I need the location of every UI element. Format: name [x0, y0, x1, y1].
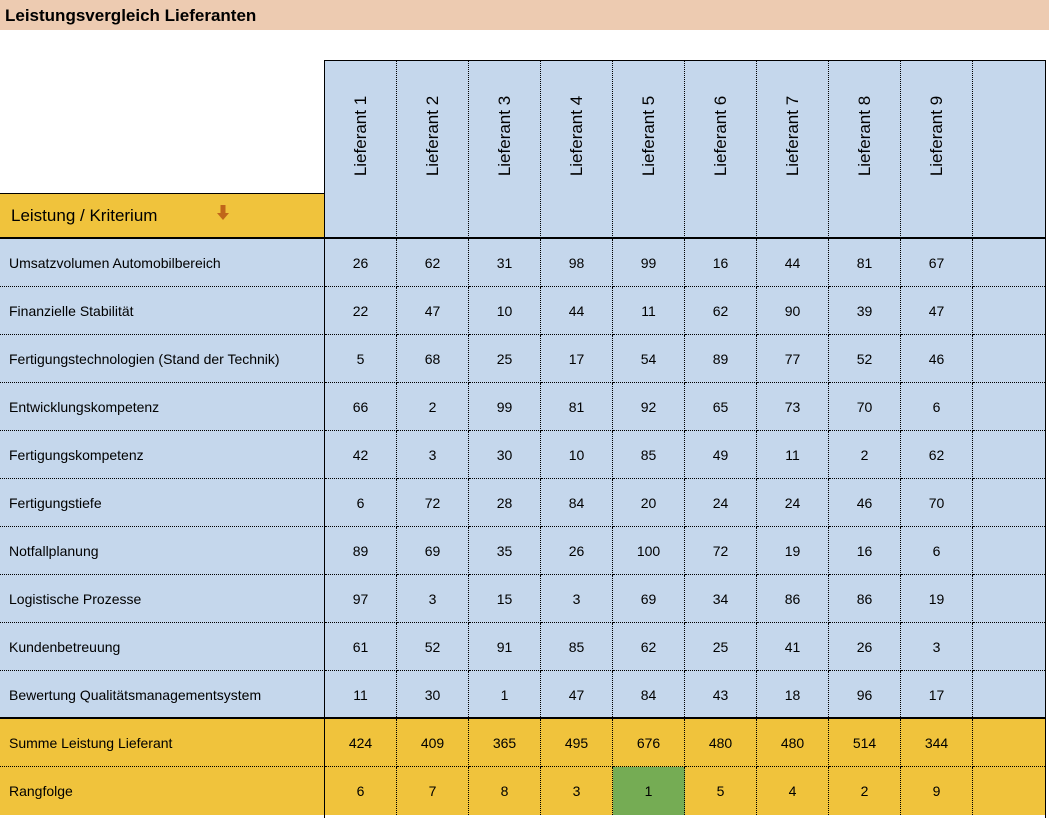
table-cell[interactable]: 47	[541, 671, 613, 719]
row-label: Summe Leistung Lieferant	[0, 719, 325, 767]
table-cell[interactable]: 99	[613, 239, 685, 287]
table-cell[interactable]: 2	[829, 767, 901, 815]
table-cell[interactable]: 42	[325, 431, 397, 479]
table-cell[interactable]	[973, 767, 1045, 815]
table-cell[interactable]: 39	[829, 287, 901, 335]
supplier-header-label: Lieferant 6	[710, 95, 730, 177]
table-cell[interactable]: 6	[901, 527, 973, 575]
table-cell[interactable]: 5	[685, 767, 757, 815]
table-cell[interactable]: 90	[757, 287, 829, 335]
supplier-header-2	[397, 60, 469, 238]
title-bar	[0, 0, 1049, 30]
table-cell[interactable]: 28	[469, 479, 541, 527]
table-cell[interactable]: 69	[613, 575, 685, 623]
supplier-header-label: Lieferant 4	[566, 95, 586, 177]
table-cell[interactable]: 6	[325, 479, 397, 527]
table-cell[interactable]: 70	[901, 479, 973, 527]
supplier-header-1	[325, 60, 397, 238]
table-cell[interactable]: 10	[469, 287, 541, 335]
table-cell[interactable]: 81	[829, 239, 901, 287]
header-divider	[0, 237, 1046, 239]
row-label: Umsatzvolumen Automobilbereich	[0, 239, 325, 287]
table-cell[interactable]: 25	[685, 623, 757, 671]
table-cell[interactable]: 47	[397, 287, 469, 335]
table-cell[interactable]	[973, 719, 1045, 767]
table-cell[interactable]: 7	[397, 767, 469, 815]
table-cell[interactable]: 44	[757, 239, 829, 287]
table-cell[interactable]: 10	[541, 431, 613, 479]
table-cell[interactable]: 424	[325, 719, 397, 767]
table-cell[interactable]: 2	[829, 431, 901, 479]
table-cell[interactable]: 3	[541, 575, 613, 623]
table-cell[interactable]: 18	[757, 671, 829, 719]
table-cell[interactable]: 35	[469, 527, 541, 575]
table-cell[interactable]: 2	[397, 383, 469, 431]
supplier-header-label: Lieferant 1	[350, 95, 370, 177]
table-cell[interactable]: 89	[685, 335, 757, 383]
table-cell[interactable]: 15	[469, 575, 541, 623]
table-cell[interactable]: 22	[325, 287, 397, 335]
table-cell[interactable]: 409	[397, 719, 469, 767]
row-label: Kundenbetreuung	[0, 623, 325, 671]
table-cell[interactable]: 16	[829, 527, 901, 575]
table-cell[interactable]: 495	[541, 719, 613, 767]
table-cell[interactable]: 46	[901, 335, 973, 383]
table-cell[interactable]: 344	[901, 719, 973, 767]
table-cell[interactable]: 70	[829, 383, 901, 431]
row-label: Rangfolge	[0, 767, 325, 815]
table-cell[interactable]: 11	[757, 431, 829, 479]
table-cell[interactable]: 26	[829, 623, 901, 671]
table-cell[interactable]: 100	[613, 527, 685, 575]
table-cell[interactable]: 66	[325, 383, 397, 431]
table-cell[interactable]: 52	[829, 335, 901, 383]
table-frame-left	[324, 60, 325, 818]
table-cell[interactable]: 30	[469, 431, 541, 479]
table-cell[interactable]	[973, 383, 1045, 431]
table-cell[interactable]: 11	[325, 671, 397, 719]
table-cell[interactable]: 16	[685, 239, 757, 287]
table-cell[interactable]: 17	[541, 335, 613, 383]
table-cell[interactable]: 26	[325, 239, 397, 287]
table-cell[interactable]: 3	[901, 623, 973, 671]
table-cell[interactable]: 52	[397, 623, 469, 671]
table-cell[interactable]: 24	[685, 479, 757, 527]
table-cell[interactable]: 480	[757, 719, 829, 767]
table-cell[interactable]: 69	[397, 527, 469, 575]
supplier-header-label: Lieferant 3	[494, 95, 514, 177]
table-cell[interactable]	[973, 575, 1045, 623]
table-cell[interactable]: 72	[685, 527, 757, 575]
table-cell[interactable]: 47	[901, 287, 973, 335]
table-cell[interactable]: 61	[325, 623, 397, 671]
table-cell[interactable]: 480	[685, 719, 757, 767]
table-cell[interactable]: 4	[757, 767, 829, 815]
table-cell[interactable]: 17	[901, 671, 973, 719]
table-cell[interactable]: 81	[541, 383, 613, 431]
table-cell[interactable]: 85	[541, 623, 613, 671]
supplier-header-9	[901, 60, 973, 238]
table-cell[interactable]: 11	[613, 287, 685, 335]
supplier-header-6	[685, 60, 757, 238]
table-cell[interactable]: 84	[541, 479, 613, 527]
supplier-header-8	[829, 60, 901, 238]
supplier-header-label: Lieferant 7	[782, 95, 802, 177]
table-cell[interactable]: 92	[613, 383, 685, 431]
table-cell[interactable]	[973, 479, 1045, 527]
table-cell[interactable]: 514	[829, 719, 901, 767]
table-cell[interactable]: 54	[613, 335, 685, 383]
row-label: Fertigungstiefe	[0, 479, 325, 527]
table-cell[interactable]: 86	[829, 575, 901, 623]
supplier-header-label: Lieferant 8	[854, 95, 874, 177]
sum-divider	[0, 717, 1046, 719]
table-cell[interactable]: 65	[685, 383, 757, 431]
supplier-header-10	[973, 60, 1045, 238]
table-cell[interactable]: 19	[901, 575, 973, 623]
supplier-header-3	[469, 60, 541, 238]
table-cell[interactable]: 34	[685, 575, 757, 623]
page-title: Leistungsvergleich Lieferanten	[5, 6, 257, 25]
table-cell[interactable]: 84	[613, 671, 685, 719]
row-label: Entwicklungskompetenz	[0, 383, 325, 431]
table-frame-top	[324, 60, 1046, 61]
table-cell[interactable]: 8	[469, 767, 541, 815]
table-cell[interactable]: 3	[541, 767, 613, 815]
table-cell[interactable]: 68	[397, 335, 469, 383]
table-cell[interactable]: 6	[901, 383, 973, 431]
table-cell[interactable]: 41	[757, 623, 829, 671]
table-cell[interactable]: 62	[397, 239, 469, 287]
table-cell[interactable]: 62	[685, 287, 757, 335]
table-cell[interactable]: 24	[757, 479, 829, 527]
table-cell[interactable]: 89	[325, 527, 397, 575]
table-cell[interactable]: 1	[613, 767, 685, 815]
table-cell[interactable]: 91	[469, 623, 541, 671]
row-label: Notfallplanung	[0, 527, 325, 575]
table-cell[interactable]: 26	[541, 527, 613, 575]
table-cell[interactable]: 73	[757, 383, 829, 431]
table-cell[interactable]: 3	[397, 575, 469, 623]
table-cell[interactable]: 3	[397, 431, 469, 479]
table-cell[interactable]: 365	[469, 719, 541, 767]
table-cell[interactable]	[973, 287, 1045, 335]
row-label: Bewertung Qualitätsmanagementsystem	[0, 671, 325, 719]
table-cell[interactable]: 676	[613, 719, 685, 767]
table-cell[interactable]: 5	[325, 335, 397, 383]
table-cell[interactable]: 62	[901, 431, 973, 479]
row-label: Fertigungstechnologien (Stand der Technik)	[0, 335, 325, 383]
table-cell[interactable]: 96	[829, 671, 901, 719]
table-cell[interactable]	[973, 527, 1045, 575]
table-cell[interactable]: 86	[757, 575, 829, 623]
table-cell[interactable]: 46	[829, 479, 901, 527]
arrow-down-icon[interactable]	[216, 204, 230, 222]
row-label: Finanzielle Stabilität	[0, 287, 325, 335]
table-cell[interactable]	[973, 431, 1045, 479]
table-cell[interactable]: 62	[613, 623, 685, 671]
row-label: Logistische Prozesse	[0, 575, 325, 623]
table-cell[interactable]: 85	[613, 431, 685, 479]
table-cell[interactable]	[973, 623, 1045, 671]
table-cell[interactable]: 19	[757, 527, 829, 575]
table-cell[interactable]: 31	[469, 239, 541, 287]
table-cell[interactable]: 49	[685, 431, 757, 479]
supplier-header-5	[613, 60, 685, 238]
table-cell[interactable]: 25	[469, 335, 541, 383]
table-cell[interactable]: 20	[613, 479, 685, 527]
table-cell[interactable]: 97	[325, 575, 397, 623]
table-cell[interactable]: 72	[397, 479, 469, 527]
table-cell[interactable]	[973, 239, 1045, 287]
table-cell[interactable]: 44	[541, 287, 613, 335]
table-cell[interactable]: 99	[469, 383, 541, 431]
table-frame-right	[1045, 60, 1046, 818]
criterion-header-label: Leistung / Kriterium	[11, 206, 158, 225]
table-cell[interactable]: 43	[685, 671, 757, 719]
criterion-header[interactable]	[0, 193, 325, 238]
supplier-header-4	[541, 60, 613, 238]
supplier-header-label: Lieferant 5	[638, 95, 658, 177]
table-cell[interactable]: 30	[397, 671, 469, 719]
supplier-header-label: Lieferant 2	[422, 95, 442, 177]
table-cell[interactable]: 1	[469, 671, 541, 719]
supplier-header-label: Lieferant 9	[926, 95, 946, 177]
table-cell[interactable]: 98	[541, 239, 613, 287]
table-cell[interactable]: 67	[901, 239, 973, 287]
table-cell[interactable]	[973, 671, 1045, 719]
table-cell[interactable]	[973, 335, 1045, 383]
table-cell[interactable]: 6	[325, 767, 397, 815]
table-cell[interactable]: 9	[901, 767, 973, 815]
table-cell[interactable]: 77	[757, 335, 829, 383]
row-label: Fertigungskompetenz	[0, 431, 325, 479]
supplier-header-7	[757, 60, 829, 238]
